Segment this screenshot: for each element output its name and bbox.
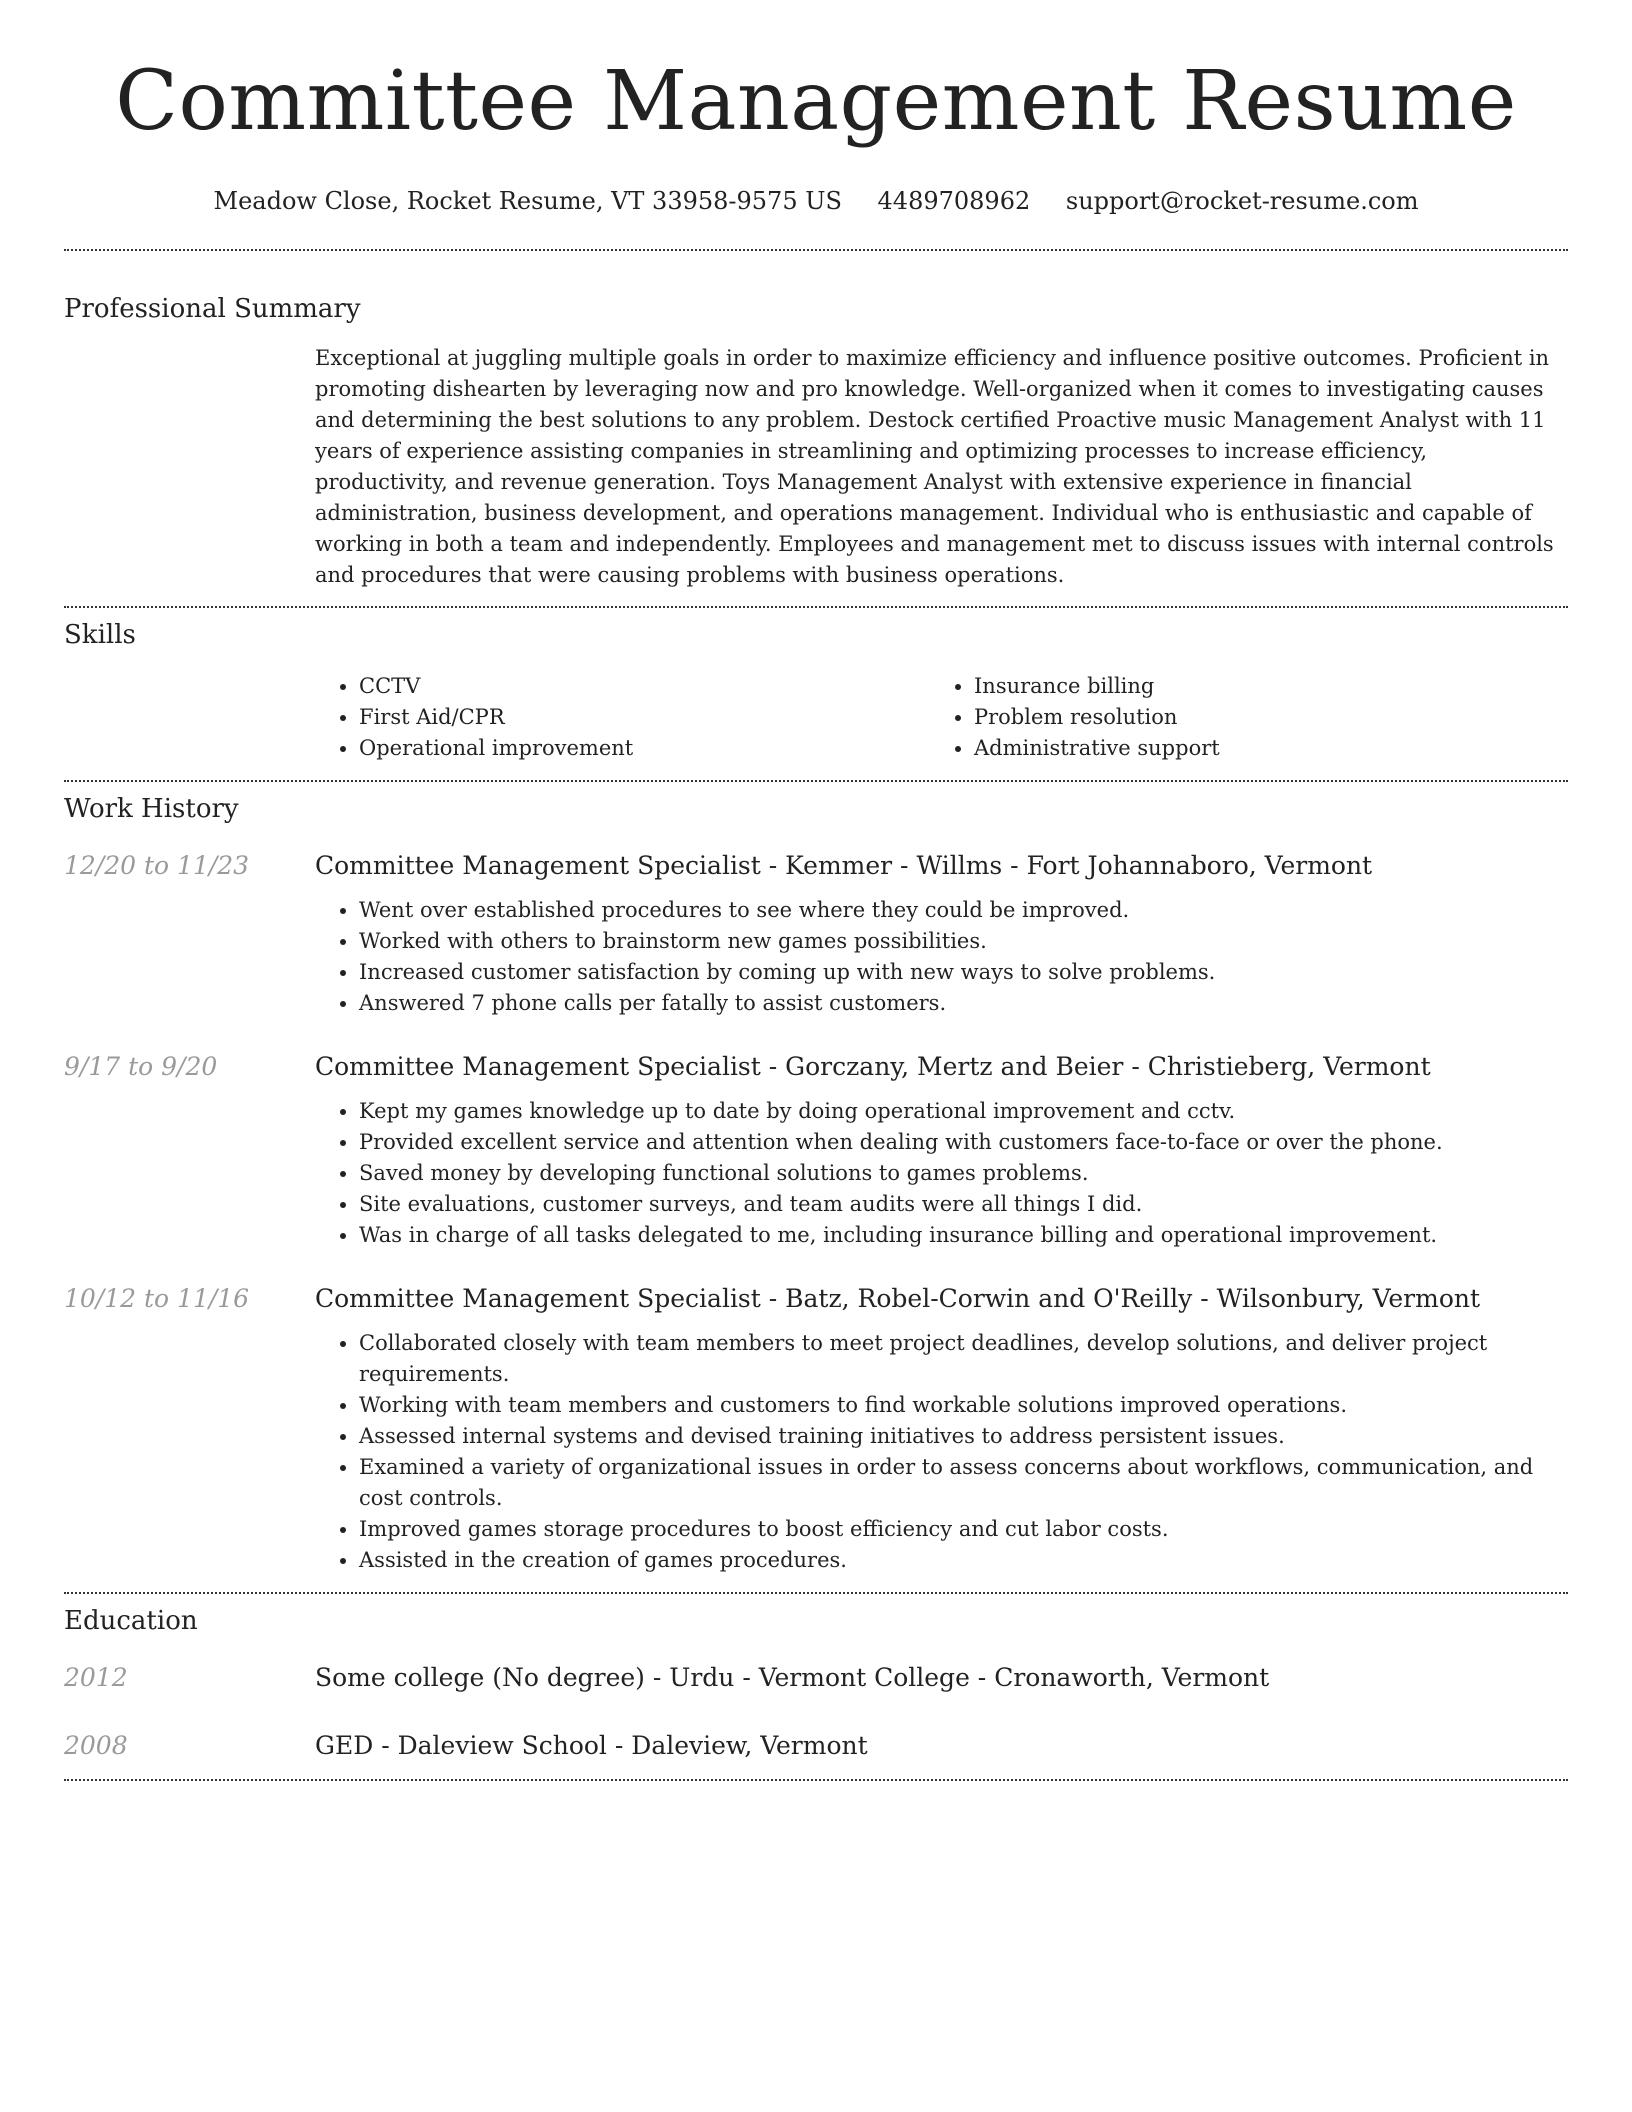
education-entry	[64, 1661, 1568, 1695]
job-bullet: • Assessed internal systems and devised training initiatives to address persistent issues.	[359, 1421, 1568, 1452]
job-title: Committee Management Specialist - Kemmer - Willms - Fort Johannaboro, Vermont	[315, 851, 1373, 880]
summary-text: Exceptional at juggling multiple goals in order to maximize efficiency and influence positive outcomes. Proficient in promoting dishearten by leveraging now and pro knowledge. Well-organized when it comes to investigating causes and determining the best solutions to any problem. Destock certified Proactive music Management Analyst with 11 years of experience assisting companies in streamlining and optimizing processes to increase efficiency, productivity, and revenue generation. Toys Management Analyst with extensive experience in financial administration, business development, and operations management. Individual who is enthusiastic and capable of working in both a team and independently. Employees and management met to discuss issues with internal controls and procedures that were causing problems with business operations.	[315, 346, 1554, 587]
job-bullet: • Provided excellent service and attention when dealing with customers face-to-face or over the phone.	[359, 1127, 1568, 1158]
job-bullet: • Answered 7 phone calls per fatally to assist customers.	[359, 988, 1568, 1019]
education-year: 2008	[64, 1731, 128, 1760]
divider	[64, 606, 1568, 608]
job-bullet: • Examined a variety of organizational issues in order to assess concerns about workflows, communication, and cost controls.	[359, 1452, 1568, 1514]
job-bullet: • Site evaluations, customer surveys, and team audits were all things I did.	[359, 1189, 1568, 1220]
divider	[64, 1779, 1568, 1781]
summary-heading: Professional Summary	[64, 294, 361, 324]
divider	[64, 1592, 1568, 1594]
summary-row	[64, 343, 1568, 591]
job-bullet: • Worked with others to brainstorm new games possibilities.	[359, 926, 1568, 957]
job-bullet: • Kept my games knowledge up to date by doing operational improvement and cctv.	[359, 1096, 1568, 1127]
skill-item: • Administrative support	[974, 733, 1545, 764]
education-heading: Education	[64, 1606, 198, 1636]
education-entry	[64, 1729, 1568, 1763]
job-title: Committee Management Specialist - Gorczany, Mertz and Beier - Christieberg, Vermont	[315, 1052, 1431, 1081]
job-bullet: • Collaborated closely with team members to meet project deadlines, develop solutions, and deliver project requirements.	[359, 1328, 1568, 1390]
skill-item: • CCTV	[359, 671, 930, 702]
job-title: Committee Management Specialist - Batz, Robel-Corwin and O'Reilly - Wilsonbury, Vermont	[315, 1284, 1481, 1313]
job-dates: 9/17 to 9/20	[64, 1052, 218, 1081]
skills-list-1	[315, 671, 930, 764]
job-bullet: • Was in charge of all tasks delegated to me, including insurance billing and operational improvement.	[359, 1220, 1568, 1251]
job-bullet: • Working with team members and customers to find workable solutions improved operations.	[359, 1390, 1568, 1421]
job-bullet: • Went over established procedures to see where they could be improved.	[359, 895, 1568, 926]
skill-item: • Insurance billing	[974, 671, 1545, 702]
education-year: 2012	[64, 1663, 128, 1692]
job-entry	[64, 1282, 1568, 1576]
education-text: Some college (No degree) - Urdu - Vermont College - Cronaworth, Vermont	[315, 1663, 1270, 1692]
phone: 4489708962	[877, 187, 1031, 215]
skills-heading: Skills	[64, 620, 136, 650]
divider	[64, 780, 1568, 782]
job-bullets	[315, 895, 1568, 1019]
resume-title: Committee Management Resume	[115, 54, 1517, 149]
job-bullet: • Improved games storage procedures to boost efficiency and cut labor costs.	[359, 1514, 1568, 1545]
job-bullet: • Saved money by developing functional solutions to games problems.	[359, 1158, 1568, 1189]
skill-item: • Operational improvement	[359, 733, 930, 764]
job-bullet: • Increased customer satisfaction by coming up with new ways to solve problems.	[359, 957, 1568, 988]
skill-item: • Problem resolution	[974, 702, 1545, 733]
skills-list-2	[930, 671, 1545, 764]
email: support@rocket-resume.com	[1065, 187, 1419, 215]
job-entry	[64, 1050, 1568, 1251]
divider	[64, 249, 1568, 251]
job-entry	[64, 849, 1568, 1019]
job-dates: 10/12 to 11/16	[64, 1284, 250, 1313]
job-bullets	[315, 1096, 1568, 1251]
job-bullet: • Assisted in the creation of games procedures.	[359, 1545, 1568, 1576]
address: Meadow Close, Rocket Resume, VT 33958-9575 US	[213, 187, 842, 215]
skills-row	[64, 671, 1568, 764]
job-bullets	[315, 1328, 1568, 1576]
work-heading: Work History	[64, 794, 239, 824]
education-text: GED - Daleview School - Daleview, Vermont	[315, 1731, 868, 1760]
job-dates: 12/20 to 11/23	[64, 851, 250, 880]
skills-grid	[315, 671, 1568, 764]
skill-item: • First Aid/CPR	[359, 702, 930, 733]
contact-line	[64, 186, 1568, 216]
